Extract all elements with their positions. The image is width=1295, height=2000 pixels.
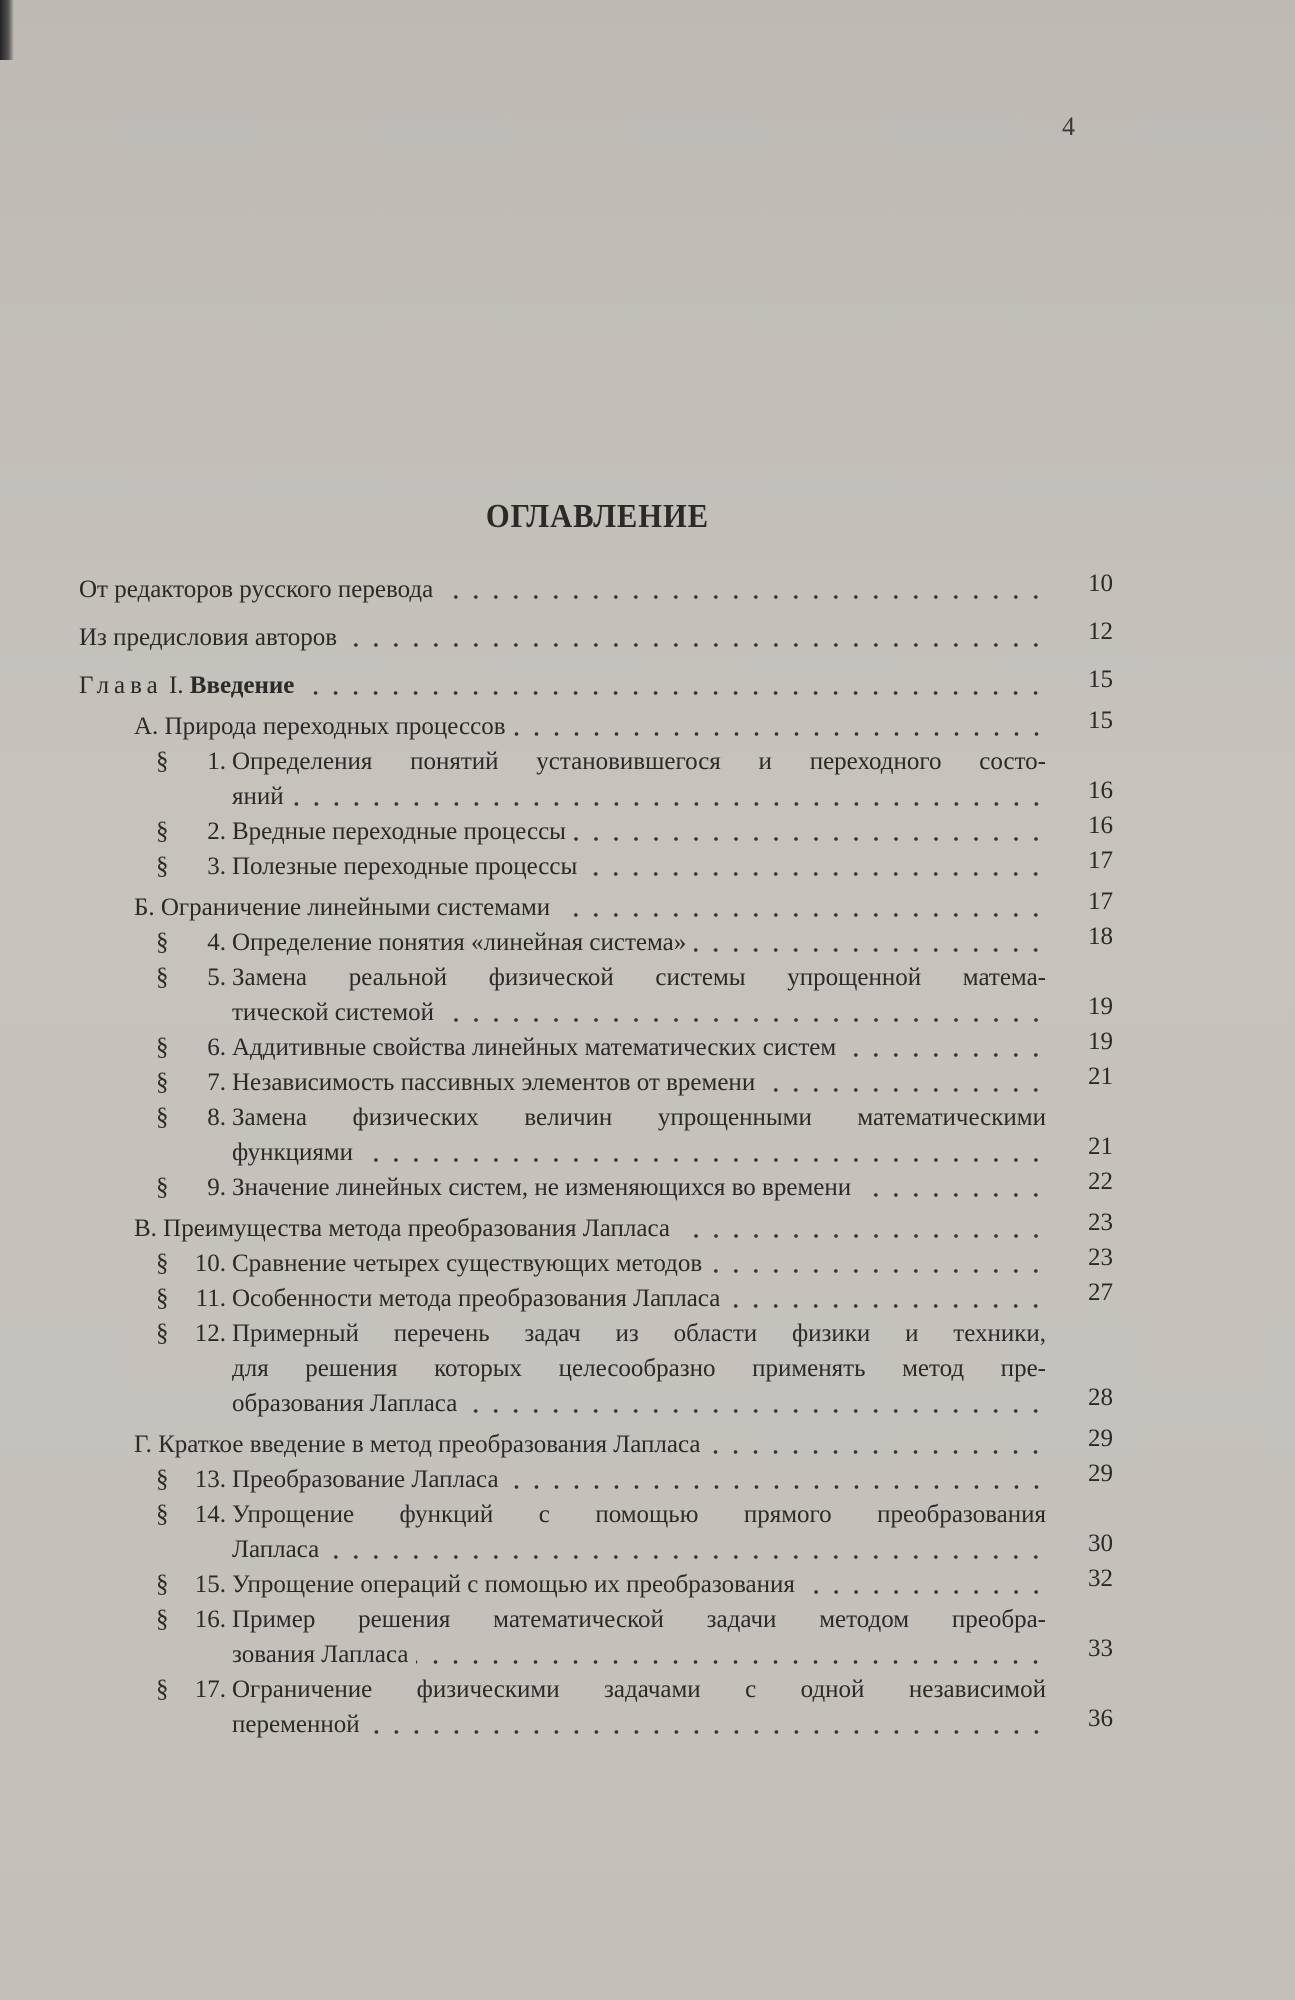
entry-text: Сравнение четырех существующих методов [232, 1250, 703, 1277]
entry-line [134, 890, 1046, 925]
page-reference: 17 [1088, 888, 1113, 915]
section-sign: § [156, 1466, 169, 1493]
toc-entry [0, 1316, 1295, 1421]
entry-text: Лапласа [232, 1536, 320, 1563]
toc-entry [0, 668, 1295, 703]
section-sign: § [156, 1285, 169, 1312]
page-reference: 36 [1088, 1705, 1113, 1732]
entry-text: тической системой [232, 999, 434, 1026]
section-sign: § [156, 1104, 169, 1131]
toc-entry [0, 925, 1295, 960]
section-sign: § [156, 1034, 169, 1061]
entry-text: Аддитивные свойства линейных математических систем [232, 1034, 837, 1061]
entry-line: Упрощение функций с помощью прямого преобразования [232, 1501, 1046, 1528]
section-sign: § [156, 748, 169, 775]
entry-text: яний [232, 783, 284, 810]
section-number: 16. [194, 1606, 226, 1633]
dot-leader [844, 1052, 1046, 1058]
entry-text: Преобразование Лапласа [232, 1466, 499, 1493]
page-reference: 10 [1088, 570, 1113, 597]
toc-entry [0, 1497, 1295, 1567]
chapter-number: I. [168, 672, 184, 699]
section-number: 11. [195, 1285, 226, 1312]
page-reference: 21 [1088, 1133, 1113, 1160]
entry-line [232, 1170, 1046, 1205]
section-sign: § [156, 1606, 169, 1633]
toc-entry [0, 744, 1295, 814]
dot-leader [694, 947, 1046, 953]
entry-text: В. Преимущества метода преобразования Лапласа [134, 1215, 670, 1242]
dot-leader [558, 912, 1046, 918]
entry-line: Ограничение физическими задачами с одной независимой [232, 1676, 1046, 1703]
entry-text: Значение линейных систем, не изменяющихся во времени [232, 1174, 852, 1201]
section-number: 4. [207, 929, 226, 956]
section-number: 9. [207, 1174, 226, 1201]
entry-text: Упрощение операций с помощью их преобразования [232, 1571, 795, 1598]
dot-leader [361, 1157, 1046, 1163]
page-reference: 28 [1088, 1384, 1113, 1411]
section-sign: § [156, 853, 169, 880]
entry-line [232, 1386, 1046, 1421]
section-number: 14. [194, 1501, 226, 1528]
page-reference: 29 [1088, 1460, 1113, 1487]
page-reference: 19 [1088, 993, 1113, 1020]
page-reference: 30 [1088, 1530, 1113, 1557]
entry-line: Замена физических величин упрощенными математическими [232, 1104, 1046, 1131]
entry-text: Особенности метода преобразования Лапласа [232, 1285, 721, 1312]
dot-leader [859, 1192, 1046, 1198]
book-spine-edge [0, 0, 14, 60]
entry-line [232, 1707, 1046, 1742]
section-sign: § [156, 1069, 169, 1096]
page-title: ОГЛАВЛЕНИЕ [485, 498, 709, 535]
entry-line [134, 709, 1046, 744]
chapter-title: Введение [189, 672, 295, 699]
entry-line [232, 1462, 1046, 1497]
entry-line [134, 1427, 1046, 1462]
entry-line: Замена реальной физической системы упрощенной матема- [232, 964, 1046, 991]
section-number: 3. [207, 853, 226, 880]
section-sign: § [156, 1501, 169, 1528]
entry-text: функциями [232, 1139, 354, 1166]
page-reference: 27 [1088, 1279, 1113, 1306]
section-number: 7. [207, 1069, 226, 1096]
section-number: 15. [194, 1571, 226, 1598]
toc-entry [0, 1065, 1295, 1100]
section-number: 17. [194, 1676, 226, 1703]
page-reference: 22 [1088, 1168, 1113, 1195]
entry-text: А. Природа переходных процессов [134, 713, 506, 740]
entry-line [232, 1135, 1046, 1170]
toc-entry [0, 1100, 1295, 1170]
table-of-contents [0, 572, 1295, 1742]
section-number: 6. [207, 1034, 226, 1061]
entry-text: От редакторов русского перевода [79, 576, 434, 603]
entry-text: образования Лапласа [232, 1390, 458, 1417]
dot-leader [514, 731, 1046, 737]
page-reference: 17 [1088, 847, 1113, 874]
dot-leader [416, 1659, 1046, 1665]
page-reference: 15 [1088, 666, 1113, 693]
entry-line [232, 779, 1046, 814]
entry-text [79, 668, 294, 703]
entry-line [232, 849, 1046, 884]
page-reference: 21 [1088, 1063, 1113, 1090]
page-reference: 33 [1088, 1635, 1113, 1662]
page-reference: 15 [1088, 707, 1113, 734]
entry-line [232, 814, 1046, 849]
section-number: 12. [194, 1320, 226, 1347]
entry-line: для решения которых целесообразно применять метод пре- [232, 1355, 1046, 1382]
section-number: 2. [207, 818, 226, 845]
dot-leader [345, 642, 1046, 648]
entry-line [79, 572, 1046, 607]
dot-leader [292, 801, 1046, 807]
dot-leader [507, 1484, 1046, 1490]
dot-leader [803, 1589, 1046, 1595]
section-number: 13. [194, 1466, 226, 1493]
toc-entry [0, 1672, 1295, 1742]
entry-text: Вредные переходные процессы [232, 818, 566, 845]
dot-leader [368, 1729, 1046, 1735]
dot-leader [465, 1408, 1046, 1414]
entry-line [232, 1637, 1046, 1672]
page-reference: 32 [1088, 1565, 1113, 1592]
entry-text: Г. Краткое введение в метод преобразования Лапласа [134, 1431, 701, 1458]
section-sign: § [156, 964, 169, 991]
entry-line [232, 1065, 1046, 1100]
toc-entry [0, 572, 1295, 607]
entry-line [79, 620, 1046, 655]
toc-entry [0, 1567, 1295, 1602]
page-reference: 23 [1088, 1244, 1113, 1271]
entry-text: Определение понятия «линейная система» [232, 929, 687, 956]
dot-leader [441, 594, 1046, 600]
toc-entry [0, 1602, 1295, 1672]
dot-leader [302, 690, 1046, 696]
toc-entry [0, 1281, 1295, 1316]
dot-leader [708, 1449, 1046, 1455]
toc-entry [0, 1170, 1295, 1205]
section-number: 8. [207, 1104, 226, 1131]
toc-entry [0, 849, 1295, 884]
chapter-prefix: Глава [79, 672, 163, 699]
section-sign: § [156, 1571, 169, 1598]
page-reference: 29 [1088, 1425, 1113, 1452]
section-number: 1. [207, 748, 226, 775]
entry-line [232, 925, 1046, 960]
page-reference: 19 [1088, 1028, 1113, 1055]
toc-entry [0, 620, 1295, 655]
page-reference: 23 [1088, 1209, 1113, 1236]
entry-text: Независимость пассивных элементов от времени [232, 1069, 756, 1096]
section-sign: § [156, 1676, 169, 1703]
section-sign: § [156, 818, 169, 845]
page-reference: 18 [1088, 923, 1113, 950]
section-sign: § [156, 1250, 169, 1277]
entry-line [79, 668, 1046, 703]
entry-text: Полезные переходные процессы [232, 853, 578, 880]
toc-entry [0, 709, 1295, 744]
section-sign: § [156, 929, 169, 956]
section-sign: § [156, 1174, 169, 1201]
entry-text: Из предисловия авторов [79, 624, 338, 651]
dot-leader [327, 1554, 1046, 1560]
section-number: 10. [194, 1250, 226, 1277]
entry-line [134, 1211, 1046, 1246]
page-reference: 16 [1088, 812, 1113, 839]
entry-text: переменной [232, 1711, 360, 1738]
dot-leader [678, 1233, 1046, 1239]
section-sign: § [156, 1320, 169, 1347]
entry-line [232, 1246, 1046, 1281]
page-reference: 12 [1088, 618, 1113, 645]
entry-text: зования Лапласа [232, 1641, 409, 1668]
entry-line: Определения понятий установившегося и переходного состо- [232, 748, 1046, 775]
dot-leader [585, 871, 1046, 877]
dot-leader [728, 1303, 1046, 1309]
entry-line [232, 1030, 1046, 1065]
toc-entry [0, 1462, 1295, 1497]
section-number: 5. [207, 964, 226, 991]
page-reference: 16 [1088, 777, 1113, 804]
page-number: 4 [1062, 112, 1075, 141]
entry-line: Пример решения математической задачи методом преобра- [232, 1606, 1046, 1633]
entry-line [232, 995, 1046, 1030]
entry-line: Примерный перечень задач из области физики и техники, [232, 1320, 1046, 1347]
dot-leader [763, 1087, 1046, 1093]
entry-text: Б. Ограничение линейными системами [134, 894, 551, 921]
dot-leader [710, 1268, 1046, 1274]
entry-line [232, 1567, 1046, 1602]
dot-leader [574, 836, 1046, 842]
entry-line [232, 1281, 1046, 1316]
entry-line [232, 1532, 1046, 1567]
toc-entry [0, 960, 1295, 1030]
dot-leader [442, 1017, 1046, 1023]
